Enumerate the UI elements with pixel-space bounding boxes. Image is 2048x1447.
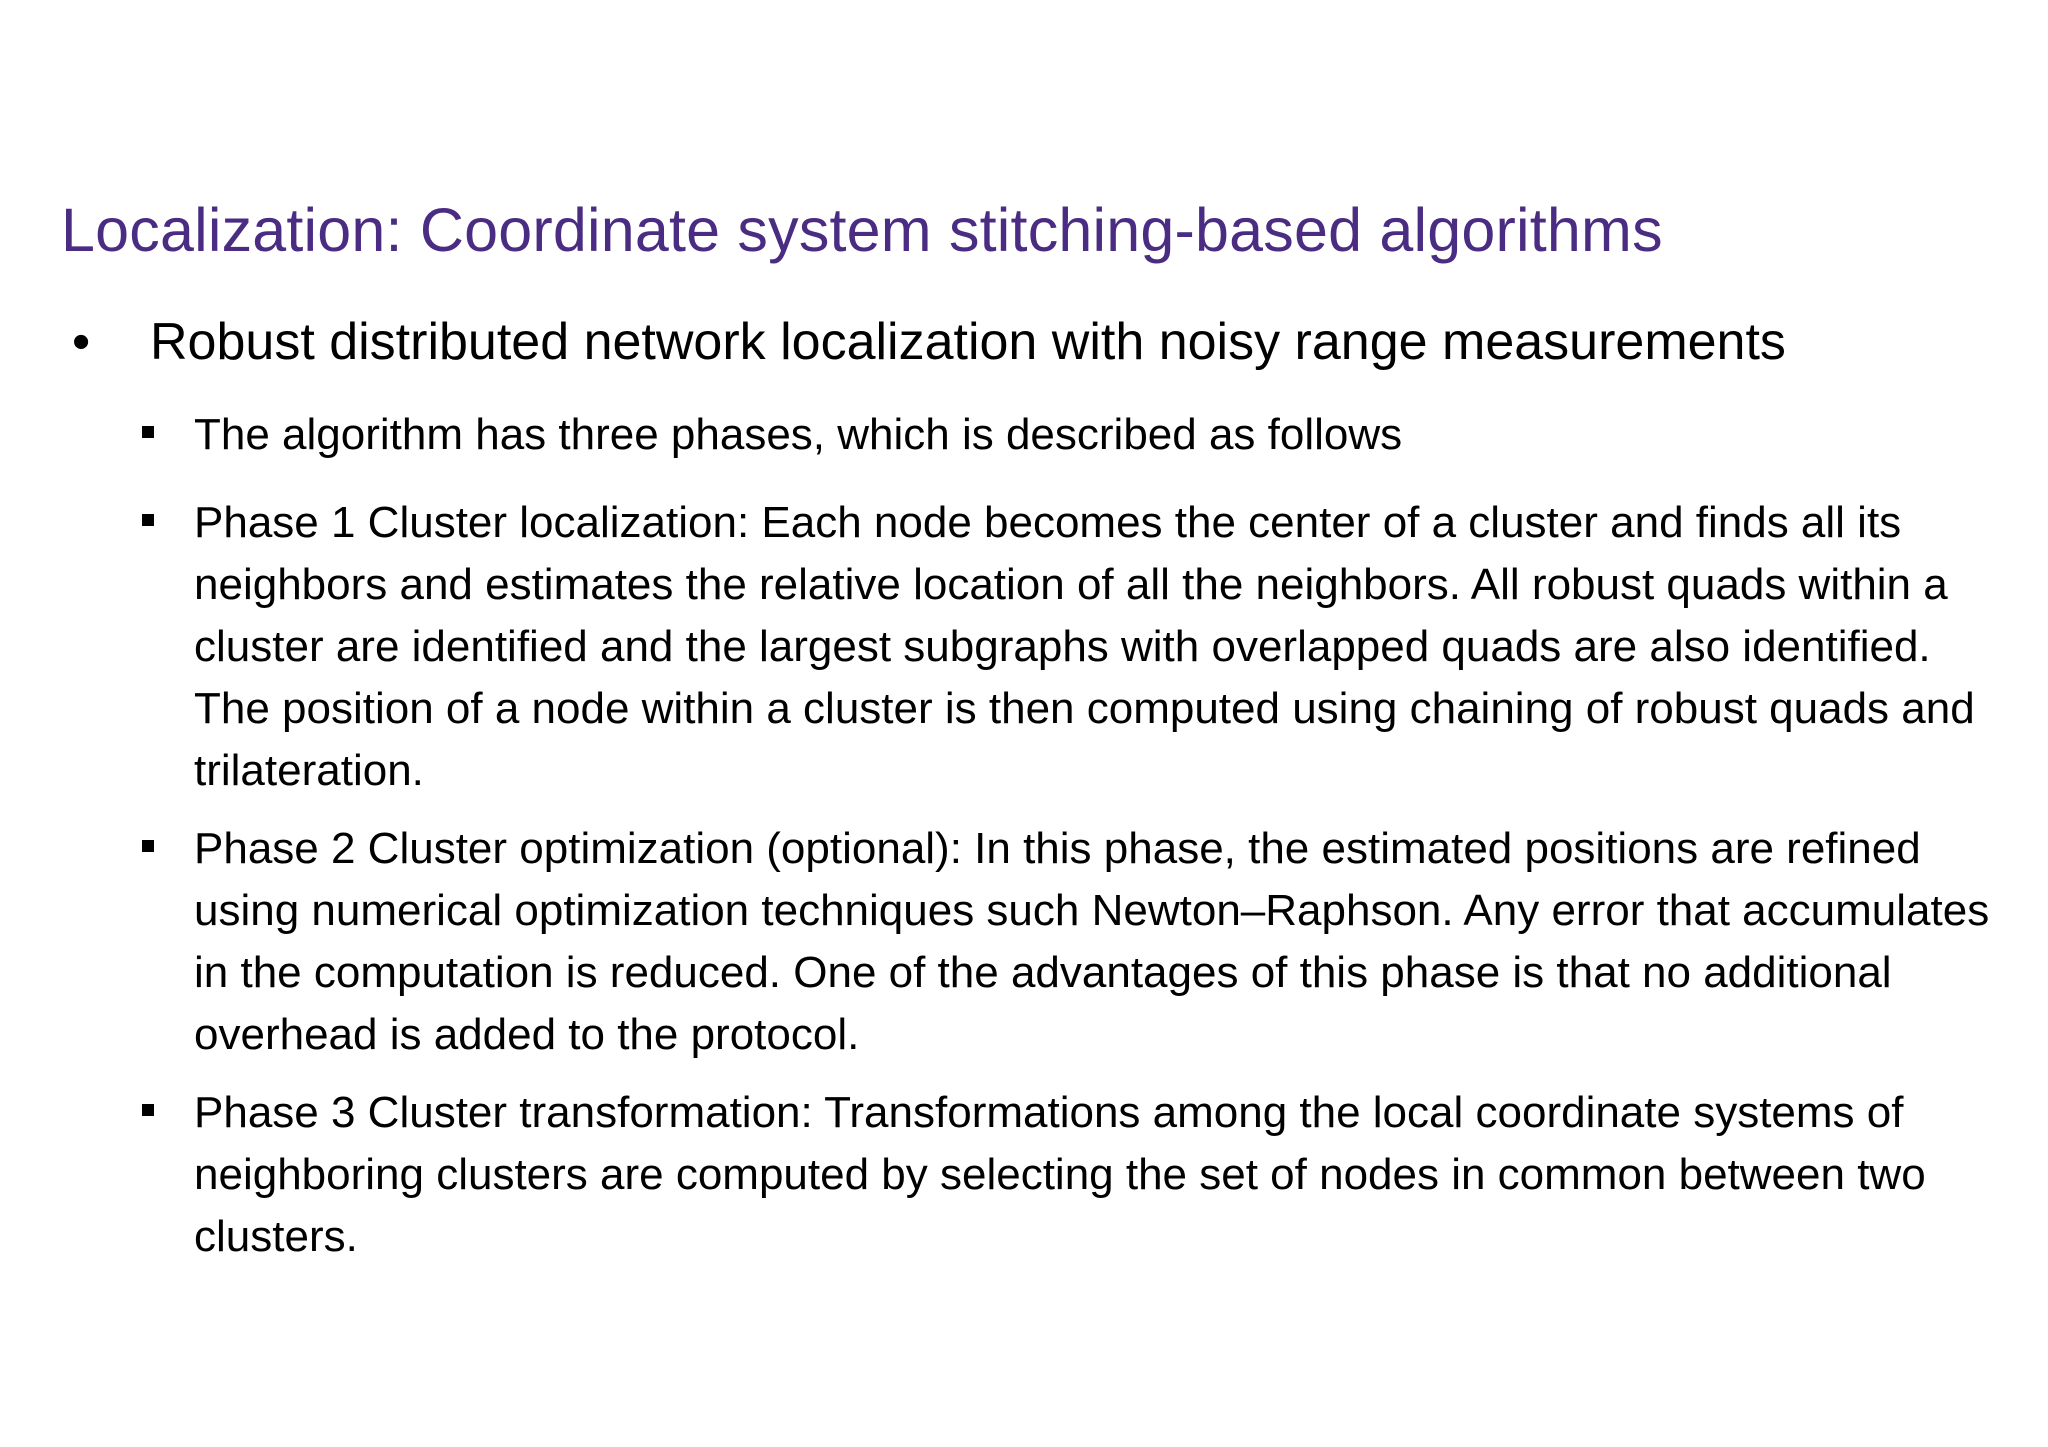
sub-bullet-item (138, 1082, 1998, 1268)
sub-bullet-text: Phase 2 Cluster optimization (optional): In this phase, the estimated positions are refined using numerical optimization techniques such Newton–Raphson. Any error that accumulates in the computation is reduced. One of the advantages of this phase is that no additional overhead is added to the protocol. (194, 824, 1990, 1059)
round-bullet-icon: • (72, 313, 91, 371)
square-bullet-icon (138, 1082, 194, 1144)
sub-bullet-list (138, 404, 1998, 1284)
sub-bullet-text: The algorithm has three phases, which is described as follows (194, 410, 1403, 459)
sub-bullet-text: Phase 1 Cluster localization: Each node becomes the center of a cluster and finds all its neighbors and estimates the relative location of all the neighbors. All robust quads within a cluster are identified and the largest subgraphs with overlapped quads are also identified. The position of a node within a cluster is then computed using chaining of robust quads and trilateration. (194, 498, 1975, 795)
sub-bullet-text: Phase 3 Cluster transformation: Transformations among the local coordinate systems of neighboring clusters are computed by selecting the set of nodes in common between two clusters. (194, 1088, 1926, 1261)
square-bullet-icon (138, 492, 194, 554)
sub-bullet-item (138, 492, 1998, 802)
main-bullet (72, 308, 2012, 376)
square-bullet-icon (138, 404, 194, 466)
sub-bullet-item (138, 818, 1998, 1066)
square-bullet-icon (138, 818, 194, 880)
sub-bullet-item (138, 404, 1998, 466)
main-bullet-text: Robust distributed network localization with noisy range measurements (150, 313, 1786, 371)
slide-title: Localization: Coordinate system stitching-based algorithms (61, 196, 1663, 264)
